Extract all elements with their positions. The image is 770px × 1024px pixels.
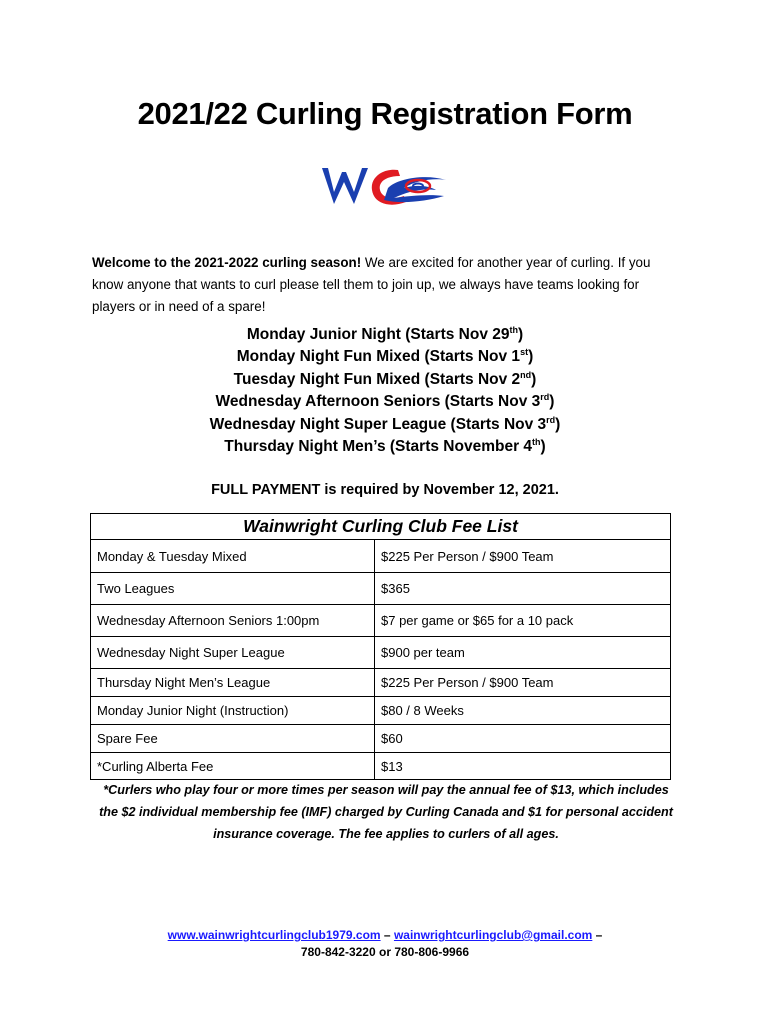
league-line: Thursday Night Men’s (Starts November 4th)	[224, 436, 546, 456]
fee-name-cell: Wednesday Afternoon Seniors 1:00pm	[91, 605, 375, 637]
league-schedule	[0, 324, 770, 458]
fee-price-cell: $80 / 8 Weeks	[375, 697, 671, 725]
table-row	[91, 605, 671, 637]
fee-table-header-row	[91, 514, 671, 540]
page-title: 2021/22 Curling Registration Form	[137, 96, 633, 131]
league-line: Tuesday Night Fun Mixed (Starts Nov 2nd)	[233, 369, 537, 388]
fee-name-cell: Monday & Tuesday Mixed	[91, 540, 375, 573]
fee-name-cell: Thursday Night Men’s League	[91, 669, 375, 697]
fee-price-cell: $60	[375, 725, 671, 753]
fee-name-cell: Wednesday Night Super League	[91, 637, 375, 669]
fee-price-cell: $365	[375, 573, 671, 605]
league-line: Monday Junior Night (Starts Nov 29th)	[246, 324, 524, 343]
fee-price-cell: $225 Per Person / $900 Team	[375, 540, 671, 573]
table-row	[91, 669, 671, 697]
contact-footer	[0, 927, 770, 961]
fee-list-table	[90, 513, 671, 780]
fee-name-cell: Monday Junior Night (Instruction)	[91, 697, 375, 725]
table-row	[91, 697, 671, 725]
league-line: Wednesday Afternoon Seniors (Starts Nov 3rd)	[215, 392, 555, 411]
fee-price-cell: $225 Per Person / $900 Team	[375, 669, 671, 697]
website-link[interactable]: www.wainwrightcurlingclub1979.com	[167, 928, 381, 942]
club-logo	[318, 158, 452, 214]
logo-w-letter	[322, 168, 368, 204]
table-row	[91, 725, 671, 753]
fee-name-cell: *Curling Alberta Fee	[91, 753, 375, 780]
table-row	[91, 573, 671, 605]
phone-numbers: 780-842-3220 or 780-806-9966	[300, 945, 470, 959]
email-link[interactable]: wainwrightcurlingclub@gmail.com	[393, 928, 593, 942]
fee-name-cell: Two Leagues	[91, 573, 375, 605]
fee-price-cell: $900 per team	[375, 637, 671, 669]
contact-line-1: www.wainwrightcurlingclub1979.com – wainwrightcurlingclub@gmail.com –	[167, 928, 603, 942]
welcome-paragraph	[92, 252, 682, 318]
table-row	[91, 753, 671, 780]
welcome-heading: Welcome to the 2021-2022 curling season!	[92, 255, 362, 270]
league-line: Wednesday Night Super League (Starts Nov 3rd)	[209, 414, 561, 433]
fee-name-cell: Spare Fee	[91, 725, 375, 753]
league-line: Monday Night Fun Mixed (Starts Nov 1st)	[236, 347, 534, 366]
payment-deadline: FULL PAYMENT is required by November 12, 2021.	[211, 482, 559, 498]
fee-price-cell: $7 per game or $65 for a 10 pack	[375, 605, 671, 637]
fee-table-heading: Wainwright Curling Club Fee List	[91, 514, 671, 540]
welcome-text: We are excited for another year of curling. If you know anyone that wants to curl please tell them to join up, we always have teams looking for players or in need of a spare!	[92, 255, 651, 314]
curling-alberta-fee-note: *Curlers who play four or more times per season will pay the annual fee of $13, which includes the $2 individual membership fee (IMF) charged by Curling Canada and $1 for personal accident insurance coverage. The fee applies to curlers of all ages.	[99, 783, 673, 841]
table-row	[91, 540, 671, 573]
table-row	[91, 637, 671, 669]
fee-price-cell: $13	[375, 753, 671, 780]
